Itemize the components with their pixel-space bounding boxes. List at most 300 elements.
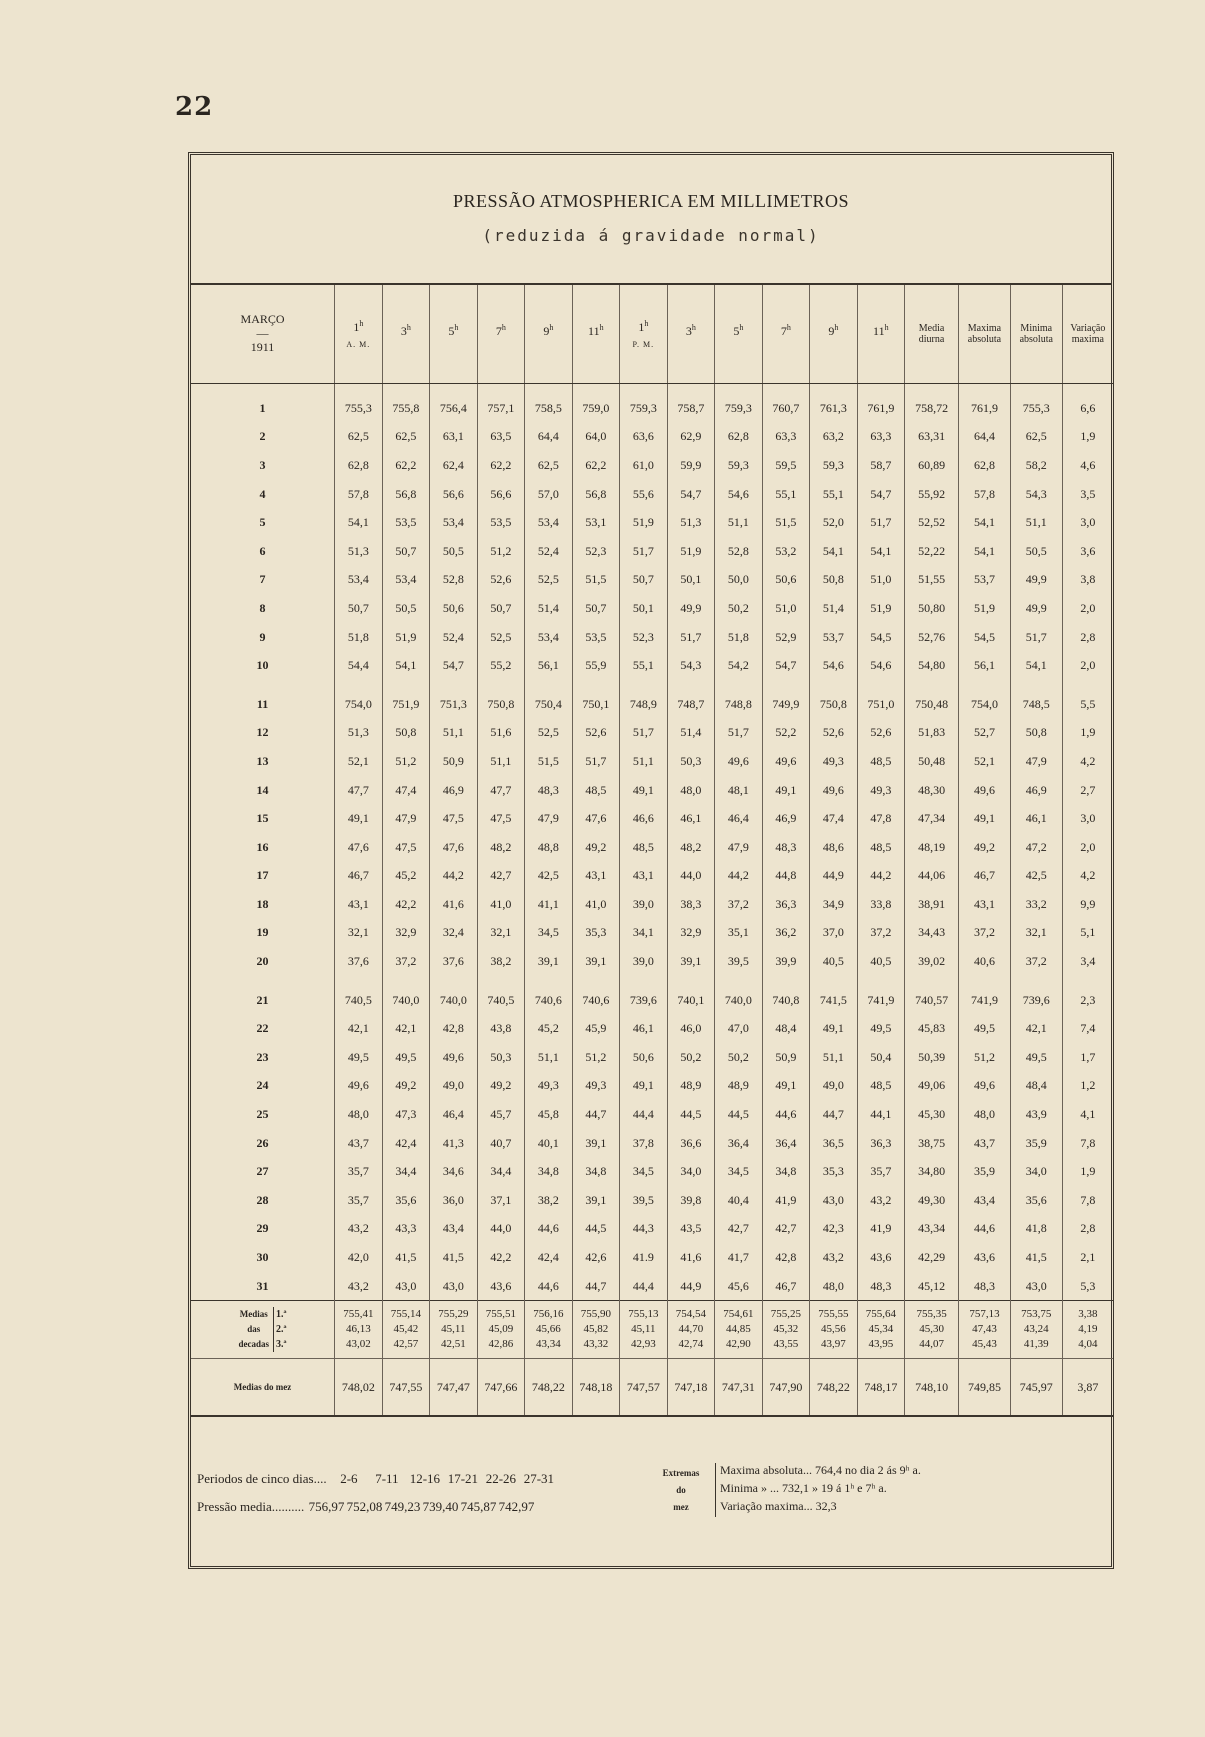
- value-cell: 41.9: [620, 1243, 668, 1272]
- value-cell: 51,4: [525, 594, 573, 623]
- extremes-label: [653, 1465, 709, 1516]
- value-cell: 740,0: [430, 986, 478, 1015]
- value-cell: 3,5: [1062, 480, 1113, 509]
- value-cell: 54,6: [857, 651, 905, 680]
- table-row: [191, 1043, 1113, 1072]
- value-cell: 49,6: [762, 747, 810, 776]
- value-cell: 2,8: [1062, 1215, 1113, 1244]
- decade-mean-value: 43,32: [583, 1338, 609, 1351]
- value-cell: 44,5: [572, 1215, 620, 1244]
- value-cell: 740,6: [572, 986, 620, 1015]
- hour-label: 1: [353, 319, 360, 334]
- value-cell: 62,2: [477, 451, 525, 480]
- value-cell: 53,1: [572, 508, 620, 537]
- pressure-value: 739,40: [422, 1499, 459, 1514]
- hour-suffix: h: [884, 323, 889, 333]
- value-cell: 49,9: [667, 594, 715, 623]
- decade-mean-value: 46,13: [345, 1323, 371, 1336]
- value-cell: 4,1: [1062, 1100, 1113, 1129]
- value-cell: 63,31: [905, 423, 959, 452]
- value-cell: 49,1: [762, 776, 810, 805]
- value-cell: 751,9: [382, 690, 430, 719]
- value-cell: 49,6: [959, 776, 1011, 805]
- value-cell: 41,5: [382, 1243, 430, 1272]
- value-cell: 37,2: [857, 919, 905, 948]
- value-cell: 54,6: [715, 480, 763, 509]
- month-mean-value: 747,66: [477, 1359, 525, 1417]
- value-cell: 51,3: [667, 508, 715, 537]
- value-cell: 43,6: [857, 1243, 905, 1272]
- value-cell: 52,5: [477, 623, 525, 652]
- value-cell: 47,9: [382, 804, 430, 833]
- table-row: [191, 451, 1113, 480]
- value-cell: 62,2: [572, 451, 620, 480]
- value-cell: 44,7: [572, 1100, 620, 1129]
- decade-means-cell: [905, 1301, 959, 1359]
- spacer-cell: [959, 680, 1011, 690]
- value-cell: 739,6: [620, 986, 668, 1015]
- hour-suffix: h: [454, 323, 459, 333]
- value-cell: 51,1: [477, 747, 525, 776]
- value-cell: 750,4: [525, 690, 573, 719]
- value-cell: 43,4: [959, 1186, 1011, 1215]
- value-cell: 59,9: [667, 451, 715, 480]
- value-cell: 46,7: [762, 1272, 810, 1301]
- value-cell: 50,8: [1010, 719, 1062, 748]
- value-cell: 41,3: [430, 1129, 478, 1158]
- title-box: [191, 155, 1111, 285]
- value-cell: 52,2: [762, 719, 810, 748]
- hour-suffix: h: [359, 318, 364, 328]
- spacer-cell: [762, 976, 810, 986]
- value-cell: 46,9: [762, 804, 810, 833]
- value-cell: 54,1: [857, 537, 905, 566]
- day-cell: 5: [259, 515, 266, 530]
- value-cell: 755,3: [1010, 394, 1062, 423]
- value-cell: 41,6: [430, 890, 478, 919]
- value-cell: 48,5: [572, 776, 620, 805]
- hour-column-header: [667, 285, 715, 384]
- value-cell: 50,7: [620, 566, 668, 595]
- value-cell: 41,5: [1010, 1243, 1062, 1272]
- day-cell: 20: [256, 954, 269, 969]
- value-cell: 48,0: [810, 1272, 858, 1301]
- day-cell: 28: [256, 1192, 269, 1207]
- decade-mean-value: 45,09: [488, 1323, 514, 1336]
- value-cell: 41,6: [667, 1243, 715, 1272]
- value-cell: 36,4: [762, 1129, 810, 1158]
- summary-header-line: Media: [918, 322, 945, 334]
- value-cell: 52,8: [715, 537, 763, 566]
- value-cell: 52,4: [430, 623, 478, 652]
- value-cell: 32,9: [667, 919, 715, 948]
- value-cell: 49,2: [382, 1072, 430, 1101]
- value-cell: 50,0: [715, 566, 763, 595]
- day-cell: 19: [256, 925, 269, 940]
- table-row: [191, 719, 1113, 748]
- spacer-cell: [905, 680, 959, 690]
- value-cell: 51,1: [430, 719, 478, 748]
- decade-means-cell: [525, 1301, 573, 1359]
- value-cell: 47,4: [382, 776, 430, 805]
- value-cell: 51,5: [572, 566, 620, 595]
- decade-mean-value: 757,13: [969, 1308, 1000, 1321]
- value-cell: 54,1: [959, 508, 1011, 537]
- hour-column-header: [430, 285, 478, 384]
- spacer-cell: [905, 384, 959, 395]
- day-cell: 26: [256, 1135, 269, 1150]
- value-cell: 53,4: [335, 566, 383, 595]
- value-cell: 34,4: [477, 1157, 525, 1186]
- value-cell: 53,5: [572, 623, 620, 652]
- value-cell: 48,5: [857, 747, 905, 776]
- value-cell: 750,48: [905, 690, 959, 719]
- value-cell: 5,1: [1062, 919, 1113, 948]
- value-cell: 51,2: [959, 1043, 1011, 1072]
- value-cell: 50,3: [477, 1043, 525, 1072]
- value-cell: 34,4: [382, 1157, 430, 1186]
- value-cell: 754,0: [335, 690, 383, 719]
- value-cell: 44,7: [572, 1272, 620, 1301]
- value-cell: 63,1: [430, 423, 478, 452]
- value-cell: 51,9: [959, 594, 1011, 623]
- value-cell: 52,52: [905, 508, 959, 537]
- month-mean-value: 748,22: [525, 1359, 573, 1417]
- table-row: [191, 623, 1113, 652]
- value-cell: 42,4: [382, 1129, 430, 1158]
- value-cell: 40,6: [959, 947, 1011, 976]
- value-cell: 59,3: [810, 451, 858, 480]
- decade-index: 3.ª: [276, 1339, 287, 1351]
- extreme-minima: Minima » ... 732,1 » 19 á 1ʰ e 7ʰ a.: [720, 1481, 887, 1495]
- value-cell: 51,5: [525, 747, 573, 776]
- value-cell: 49,9: [1010, 594, 1062, 623]
- decade-mean-value: 755,25: [770, 1308, 801, 1321]
- value-cell: 39,8: [667, 1186, 715, 1215]
- value-cell: 48,30: [905, 776, 959, 805]
- value-cell: 3,0: [1062, 508, 1113, 537]
- spacer-cell: [477, 976, 525, 986]
- value-cell: 42,1: [335, 1014, 383, 1043]
- value-cell: 740,57: [905, 986, 959, 1015]
- value-cell: 49,0: [430, 1072, 478, 1101]
- value-cell: 50,7: [572, 594, 620, 623]
- table-row: [191, 1129, 1113, 1158]
- decade-means-cell: [335, 1301, 383, 1359]
- value-cell: 51,9: [382, 623, 430, 652]
- day-cell: 1: [259, 400, 266, 415]
- value-cell: 44,5: [715, 1100, 763, 1129]
- value-cell: 49,1: [335, 804, 383, 833]
- page-subtitle: (reduzida á gravidade normal): [482, 226, 820, 245]
- value-cell: 36,3: [857, 1129, 905, 1158]
- value-cell: 51,7: [620, 537, 668, 566]
- value-cell: 1,7: [1062, 1043, 1113, 1072]
- value-cell: 47,0: [715, 1014, 763, 1043]
- value-cell: 52,7: [959, 719, 1011, 748]
- decade-means-row: [191, 1301, 1113, 1359]
- page-number: 22: [175, 92, 214, 122]
- value-cell: 35,6: [382, 1186, 430, 1215]
- value-cell: 35,7: [335, 1157, 383, 1186]
- value-cell: 44,0: [667, 862, 715, 891]
- spacer-cell: [857, 976, 905, 986]
- value-cell: 47,8: [857, 804, 905, 833]
- value-cell: 740,5: [335, 986, 383, 1015]
- value-cell: 41,7: [715, 1243, 763, 1272]
- value-cell: 751,3: [430, 690, 478, 719]
- value-cell: 55,1: [810, 480, 858, 509]
- value-cell: 740,0: [715, 986, 763, 1015]
- value-cell: 44,5: [667, 1100, 715, 1129]
- value-cell: 45,6: [715, 1272, 763, 1301]
- decade-mean-value: 42,93: [630, 1338, 656, 1351]
- value-cell: 740,8: [762, 986, 810, 1015]
- value-cell: 34,1: [620, 919, 668, 948]
- decade-means-cell: [1062, 1301, 1113, 1359]
- hour-suffix: h: [501, 323, 506, 333]
- day-cell: 31: [256, 1278, 269, 1293]
- value-cell: 48,0: [667, 776, 715, 805]
- value-cell: 37,6: [430, 947, 478, 976]
- spacer-cell: [620, 384, 668, 395]
- value-cell: 47,6: [430, 833, 478, 862]
- decade-mean-value: 43,34: [535, 1338, 561, 1351]
- hour-column-header: [762, 285, 810, 384]
- value-cell: 42,7: [715, 1215, 763, 1244]
- value-cell: 35,9: [1010, 1129, 1062, 1158]
- value-cell: 51,7: [667, 623, 715, 652]
- value-cell: 44,2: [857, 862, 905, 891]
- value-cell: 50,8: [810, 566, 858, 595]
- value-cell: 41,0: [572, 890, 620, 919]
- value-cell: 54,4: [335, 651, 383, 680]
- value-cell: 39,1: [572, 1186, 620, 1215]
- value-cell: 57,0: [525, 480, 573, 509]
- value-cell: 44,9: [667, 1272, 715, 1301]
- value-cell: 50,8: [382, 719, 430, 748]
- value-cell: 34,5: [715, 1157, 763, 1186]
- value-cell: 54,5: [857, 623, 905, 652]
- table-row: [191, 947, 1113, 976]
- value-cell: 43,7: [335, 1129, 383, 1158]
- value-cell: 39,0: [620, 947, 668, 976]
- table-row: [191, 833, 1113, 862]
- table-frame: [188, 152, 1114, 1569]
- value-cell: 45,83: [905, 1014, 959, 1043]
- value-cell: 48,9: [667, 1072, 715, 1101]
- decade-mean-value: 755,90: [580, 1308, 611, 1321]
- value-cell: 740,1: [667, 986, 715, 1015]
- day-cell: 18: [256, 896, 269, 911]
- value-cell: 63,3: [762, 423, 810, 452]
- decade-index-list: [273, 1307, 287, 1352]
- value-cell: 62,2: [382, 451, 430, 480]
- value-cell: 39,1: [572, 1129, 620, 1158]
- decade-means-cell: [857, 1301, 905, 1359]
- value-cell: 56,1: [959, 651, 1011, 680]
- value-cell: 35,6: [1010, 1186, 1062, 1215]
- value-cell: 54,1: [959, 537, 1011, 566]
- hour-suffix: h: [786, 323, 791, 333]
- hour-label: 5: [448, 324, 455, 339]
- value-cell: 43,5: [667, 1215, 715, 1244]
- day-cell: 29: [256, 1221, 269, 1236]
- spacer-cell: [572, 976, 620, 986]
- value-cell: 37,2: [1010, 947, 1062, 976]
- table-row: [191, 862, 1113, 891]
- decade-mean-value: 45,42: [393, 1323, 419, 1336]
- value-cell: 45,2: [525, 1014, 573, 1043]
- month-mean-value: 745,97: [1010, 1359, 1062, 1417]
- value-cell: 53,4: [430, 508, 478, 537]
- value-cell: 51,7: [715, 719, 763, 748]
- month-mean-value: 748,02: [335, 1359, 383, 1417]
- decade-mean-value: 754,61: [723, 1308, 754, 1321]
- value-cell: 44,8: [762, 862, 810, 891]
- table-row: [191, 537, 1113, 566]
- month-mean-value: 747,90: [762, 1359, 810, 1417]
- table-row: [191, 508, 1113, 537]
- day-cell: 24: [256, 1078, 269, 1093]
- value-cell: 758,7: [667, 394, 715, 423]
- periods-values: [330, 1471, 558, 1486]
- value-cell: 32,9: [382, 919, 430, 948]
- hour-column-header: [857, 285, 905, 384]
- value-cell: 43,8: [477, 1014, 525, 1043]
- value-cell: 45,9: [572, 1014, 620, 1043]
- hour-column-header: [810, 285, 858, 384]
- table-row: [191, 690, 1113, 719]
- value-cell: 48,3: [857, 1272, 905, 1301]
- decade-mean-value: 3,38: [1078, 1308, 1098, 1321]
- value-cell: 56,6: [430, 480, 478, 509]
- day-cell: 6: [259, 543, 266, 558]
- table-row: [191, 480, 1113, 509]
- value-cell: 43,4: [430, 1215, 478, 1244]
- value-cell: 39,1: [525, 947, 573, 976]
- decade-mean-value: 45,30: [919, 1323, 944, 1336]
- value-cell: 55,2: [477, 651, 525, 680]
- value-cell: 43,34: [905, 1215, 959, 1244]
- value-cell: 49,3: [572, 1072, 620, 1101]
- value-cell: 52,4: [525, 537, 573, 566]
- value-cell: 57,8: [959, 480, 1011, 509]
- value-cell: 57,8: [335, 480, 383, 509]
- value-cell: 63,2: [810, 423, 858, 452]
- value-cell: 52,6: [572, 719, 620, 748]
- value-cell: 46,1: [1010, 804, 1062, 833]
- month-mean-value: 748,10: [905, 1359, 959, 1417]
- period-summary: [197, 1471, 558, 1527]
- value-cell: 43,1: [959, 890, 1011, 919]
- day-cell: 12: [256, 725, 269, 740]
- value-cell: 740,5: [477, 986, 525, 1015]
- value-cell: 740,6: [525, 986, 573, 1015]
- value-cell: 49,9: [1010, 566, 1062, 595]
- summary-column-header: [1062, 285, 1113, 384]
- value-cell: 49,6: [335, 1072, 383, 1101]
- period-value: 22-26: [485, 1471, 517, 1486]
- table-row: [191, 423, 1113, 452]
- value-cell: 54,1: [335, 508, 383, 537]
- value-cell: 2,3: [1062, 986, 1113, 1015]
- value-cell: 750,8: [477, 690, 525, 719]
- value-cell: 52,6: [857, 719, 905, 748]
- spacer-cell: [430, 680, 478, 690]
- value-cell: 52,3: [620, 623, 668, 652]
- value-cell: 35,1: [715, 919, 763, 948]
- spacer-cell: [382, 976, 430, 986]
- value-cell: 48,3: [525, 776, 573, 805]
- value-cell: 45,12: [905, 1272, 959, 1301]
- value-cell: 53,7: [810, 623, 858, 652]
- value-cell: 37,2: [382, 947, 430, 976]
- spacer-cell: [1062, 384, 1113, 395]
- hour-column-header: [382, 285, 430, 384]
- value-cell: 758,72: [905, 394, 959, 423]
- value-cell: 757,1: [477, 394, 525, 423]
- value-cell: 34,5: [620, 1157, 668, 1186]
- value-cell: 751,0: [857, 690, 905, 719]
- month-mean-value: 747,18: [667, 1359, 715, 1417]
- value-cell: 47,7: [335, 776, 383, 805]
- month-mean-value: 747,47: [430, 1359, 478, 1417]
- decade-mean-value: 4,19: [1078, 1323, 1098, 1336]
- summary-column-header: [959, 285, 1011, 384]
- value-cell: 37,6: [335, 947, 383, 976]
- value-cell: 44,9: [810, 862, 858, 891]
- value-cell: 3,8: [1062, 566, 1113, 595]
- value-cell: 44,6: [525, 1215, 573, 1244]
- day-cell: 22: [256, 1021, 269, 1036]
- value-cell: 1,9: [1062, 1157, 1113, 1186]
- day-cell: 13: [256, 753, 269, 768]
- value-cell: 42,0: [335, 1243, 383, 1272]
- value-cell: 43,2: [810, 1243, 858, 1272]
- decade-mean-value: 755,64: [865, 1308, 896, 1321]
- table-row: [191, 747, 1113, 776]
- decade-mean-value: 4,04: [1078, 1338, 1098, 1351]
- value-cell: 54,7: [667, 480, 715, 509]
- month-mean-value: 747,31: [715, 1359, 763, 1417]
- value-cell: 36,5: [810, 1129, 858, 1158]
- table-row: [191, 1215, 1113, 1244]
- month-header: [191, 285, 335, 384]
- decade-mean-value: 755,29: [438, 1308, 469, 1321]
- value-cell: 42,29: [905, 1243, 959, 1272]
- value-cell: 48,5: [857, 833, 905, 862]
- value-cell: 53,5: [477, 508, 525, 537]
- value-cell: 52,5: [525, 566, 573, 595]
- value-cell: 63,6: [620, 423, 668, 452]
- hour-column-header: [525, 285, 573, 384]
- decade-means-cell: [620, 1301, 668, 1359]
- value-cell: 49,5: [959, 1014, 1011, 1043]
- value-cell: 63,5: [477, 423, 525, 452]
- value-cell: 40,4: [715, 1186, 763, 1215]
- day-cell: 9: [259, 629, 266, 644]
- value-cell: 32,1: [335, 919, 383, 948]
- value-cell: 51,8: [335, 623, 383, 652]
- value-cell: 34,9: [810, 890, 858, 919]
- value-cell: 34,8: [762, 1157, 810, 1186]
- value-cell: 7,8: [1062, 1129, 1113, 1158]
- decade-means-word: das: [247, 1324, 261, 1335]
- value-cell: 34,8: [525, 1157, 573, 1186]
- decade-means-cell: [959, 1301, 1011, 1359]
- period-value: 7-11: [375, 1471, 399, 1486]
